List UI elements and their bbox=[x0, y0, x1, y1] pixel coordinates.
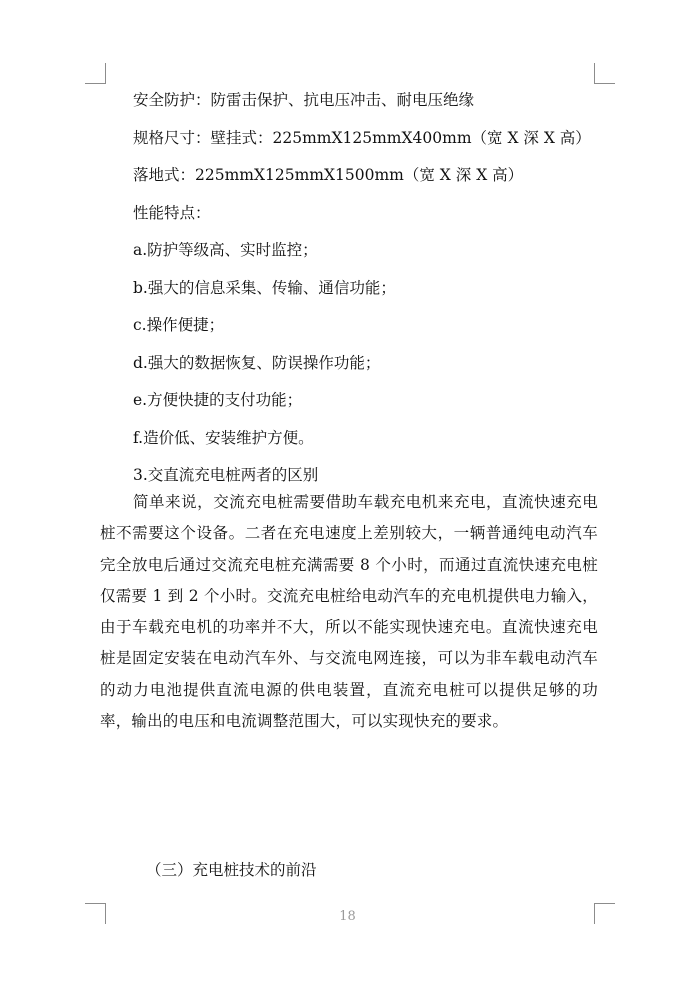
document-body bbox=[133, 86, 598, 499]
list-item: c.操作便捷； bbox=[133, 316, 225, 334]
list-item: a.防护等级高、实时监控； bbox=[133, 241, 318, 259]
list-item: d.强大的数据恢复、防误操作功能； bbox=[133, 353, 381, 372]
text-line: 安全防护：防雷击保护、抗电压冲击、耐电压绝缘 bbox=[133, 91, 475, 109]
corner-mark-top-left bbox=[85, 63, 106, 84]
text-line: 规格尺寸：壁挂式：225mmX125mmX400mm（宽 X 深 X 高） bbox=[133, 128, 591, 147]
section-heading: （三）充电桩技术的前沿 bbox=[146, 861, 317, 879]
paragraph-block bbox=[100, 487, 598, 737]
list-item: f.造价低、安装维护方便。 bbox=[133, 428, 314, 447]
corner-mark-top-right bbox=[594, 63, 615, 84]
list-item: e.方便快捷的支付功能； bbox=[133, 391, 303, 409]
text-line: 落地式：225mmX125mmX1500mm（宽 X 深 X 高） bbox=[133, 166, 524, 184]
text-line: 性能特点： bbox=[133, 203, 211, 222]
subsection-title: 3.交直流充电桩两者的区别 bbox=[133, 466, 319, 484]
body-paragraph: 简单来说，交流充电桩需要借助车载充电机来充电，直流快速充电桩不需要这个设备。二者在充电速度上差别较大，一辆普通纯电动汽车完全放电后通过交流充电桩充满需要 8 个小时，而通过直流快速充电桩仅需要 1 到 2 个小时。交流充电桩给电动汽车的充电机提供电力输入，由于车载充电机的功率并不大，所以不能实现快速充电。直流快速充电桩是固定安装在电动汽车外、与交流电网连接，可以为非车载电动汽车的动力电池提供直流电源的供电装置，直流充电桩可以提供足够的功率，输出的电压和电流调整范围大，可以实现快充的要求。 bbox=[100, 493, 598, 731]
page-number: 18 bbox=[339, 909, 356, 924]
list-item: b.强大的信息采集、传输、通信功能； bbox=[133, 278, 396, 297]
